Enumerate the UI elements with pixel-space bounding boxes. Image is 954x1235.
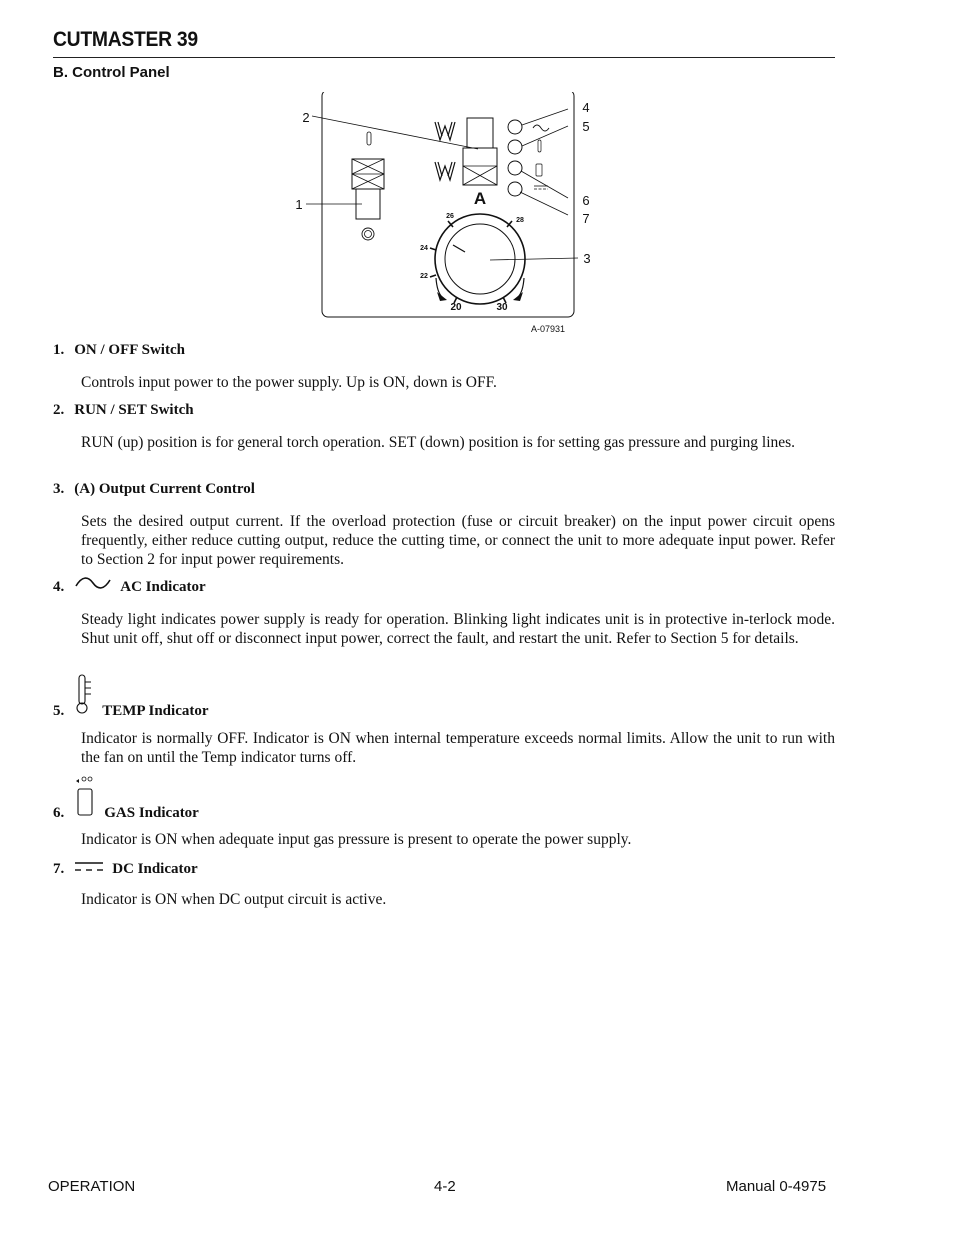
callout-5: 5 (582, 119, 590, 134)
indicator-lamps (508, 120, 549, 196)
callout-2: 2 (302, 110, 310, 125)
callout-3: 3 (583, 251, 591, 266)
temp-indicator-lamp (508, 140, 522, 154)
dial-label-24: 24 (420, 245, 428, 252)
item-7-label: DC Indicator (112, 861, 198, 877)
item-2-title (53, 402, 194, 419)
item-2-number: 2. (53, 402, 65, 418)
gas-cylinder-icon (74, 775, 96, 822)
ac-indicator-lamp (508, 120, 522, 134)
gas-mini-icon (536, 164, 542, 176)
footer-section: OPERATION (48, 1178, 136, 1195)
item-6-label: GAS Indicator (104, 805, 199, 821)
document-title: CUTMASTER 39 (53, 28, 198, 51)
dc-symbol-icon (74, 859, 104, 878)
temp-mini-icon (538, 140, 541, 152)
dc-indicator-lamp (508, 182, 522, 196)
figure-id: A-07931 (530, 324, 566, 334)
control-panel-diagram (290, 92, 600, 342)
callout-7: 7 (582, 211, 590, 226)
callout-4: 4 (582, 100, 590, 115)
item-6-number: 6. (53, 805, 65, 821)
ac-mini-icon (533, 125, 549, 131)
item-4-label: AC Indicator (120, 579, 206, 595)
item-1-title (53, 342, 185, 359)
item-4-title (53, 575, 206, 596)
item-5-label: TEMP Indicator (102, 703, 209, 719)
item-6-description: Indicator is ON when adequate input gas pressure is present to operate the power supply. (81, 831, 632, 848)
gas-indicator-lamp (508, 161, 522, 175)
header-rule (53, 57, 835, 58)
section-heading: B. Control Panel (53, 64, 170, 81)
item-1-label: ON / OFF Switch (74, 342, 185, 358)
run-set-switch-drawing (435, 118, 497, 208)
callout-1: 1 (295, 197, 303, 212)
control-panel-figure (290, 92, 600, 342)
thermometer-icon (74, 673, 94, 720)
item-3-description: Sets the desired output current. If the overload protection (fuse or circuit breaker) on the input power circuit opens frequently, either reduce cutting output, reduce the cutting time, or connect the unit to more adequate input power. Refer to Section 2 for input power requirements. (81, 513, 835, 568)
callout-6: 6 (582, 193, 590, 208)
item-3-label: (A) Output Current Control (74, 481, 255, 497)
item-7-description: Indicator is ON when DC output circuit is active. (81, 891, 387, 908)
item-5-title (53, 673, 209, 720)
item-5-description: Indicator is normally OFF. Indicator is ON when internal temperature exceeds normal limits. Allow the unit to run with the fan on until the Temp indicator turns off. (81, 730, 835, 766)
amps-label: A (473, 189, 487, 208)
ac-sine-icon (74, 575, 112, 596)
output-current-dial (420, 213, 525, 313)
item-6-title (53, 775, 199, 822)
footer-page-number: 4-2 (434, 1178, 456, 1195)
item-4-number: 4. (53, 579, 65, 595)
item-1-number: 1. (53, 342, 65, 358)
item-7-title (53, 859, 198, 878)
callout-leaders (306, 109, 578, 260)
item-3-title (53, 481, 255, 498)
dial-label-30: 30 (496, 302, 508, 313)
dial-label-26: 26 (446, 213, 454, 220)
dial-label-20: 20 (450, 302, 462, 313)
dial-label-28: 28 (516, 217, 524, 224)
item-2-label: RUN / SET Switch (74, 402, 194, 418)
on-off-switch-drawing (352, 132, 384, 240)
item-7-number: 7. (53, 861, 65, 877)
item-5-number: 5. (53, 703, 65, 719)
footer-manual-number: Manual 0-4975 (726, 1178, 827, 1195)
item-4-description: Steady light indicates power supply is ready for operation. Blinking light indicates unit is in protective in-terlock mode. Shut unit off, shut off or disconnect input power, correct the fault, and restart the unit. Refer to Section 5 for details. (81, 611, 835, 647)
item-3-number: 3. (53, 481, 65, 497)
dial-label-22: 22 (420, 273, 428, 280)
item-2-description: RUN (up) position is for general torch operation. SET (down) position is for setting gas pressure and purging lines. (81, 434, 796, 451)
item-1-description: Controls input power to the power supply. Up is ON, down is OFF. (81, 374, 497, 391)
